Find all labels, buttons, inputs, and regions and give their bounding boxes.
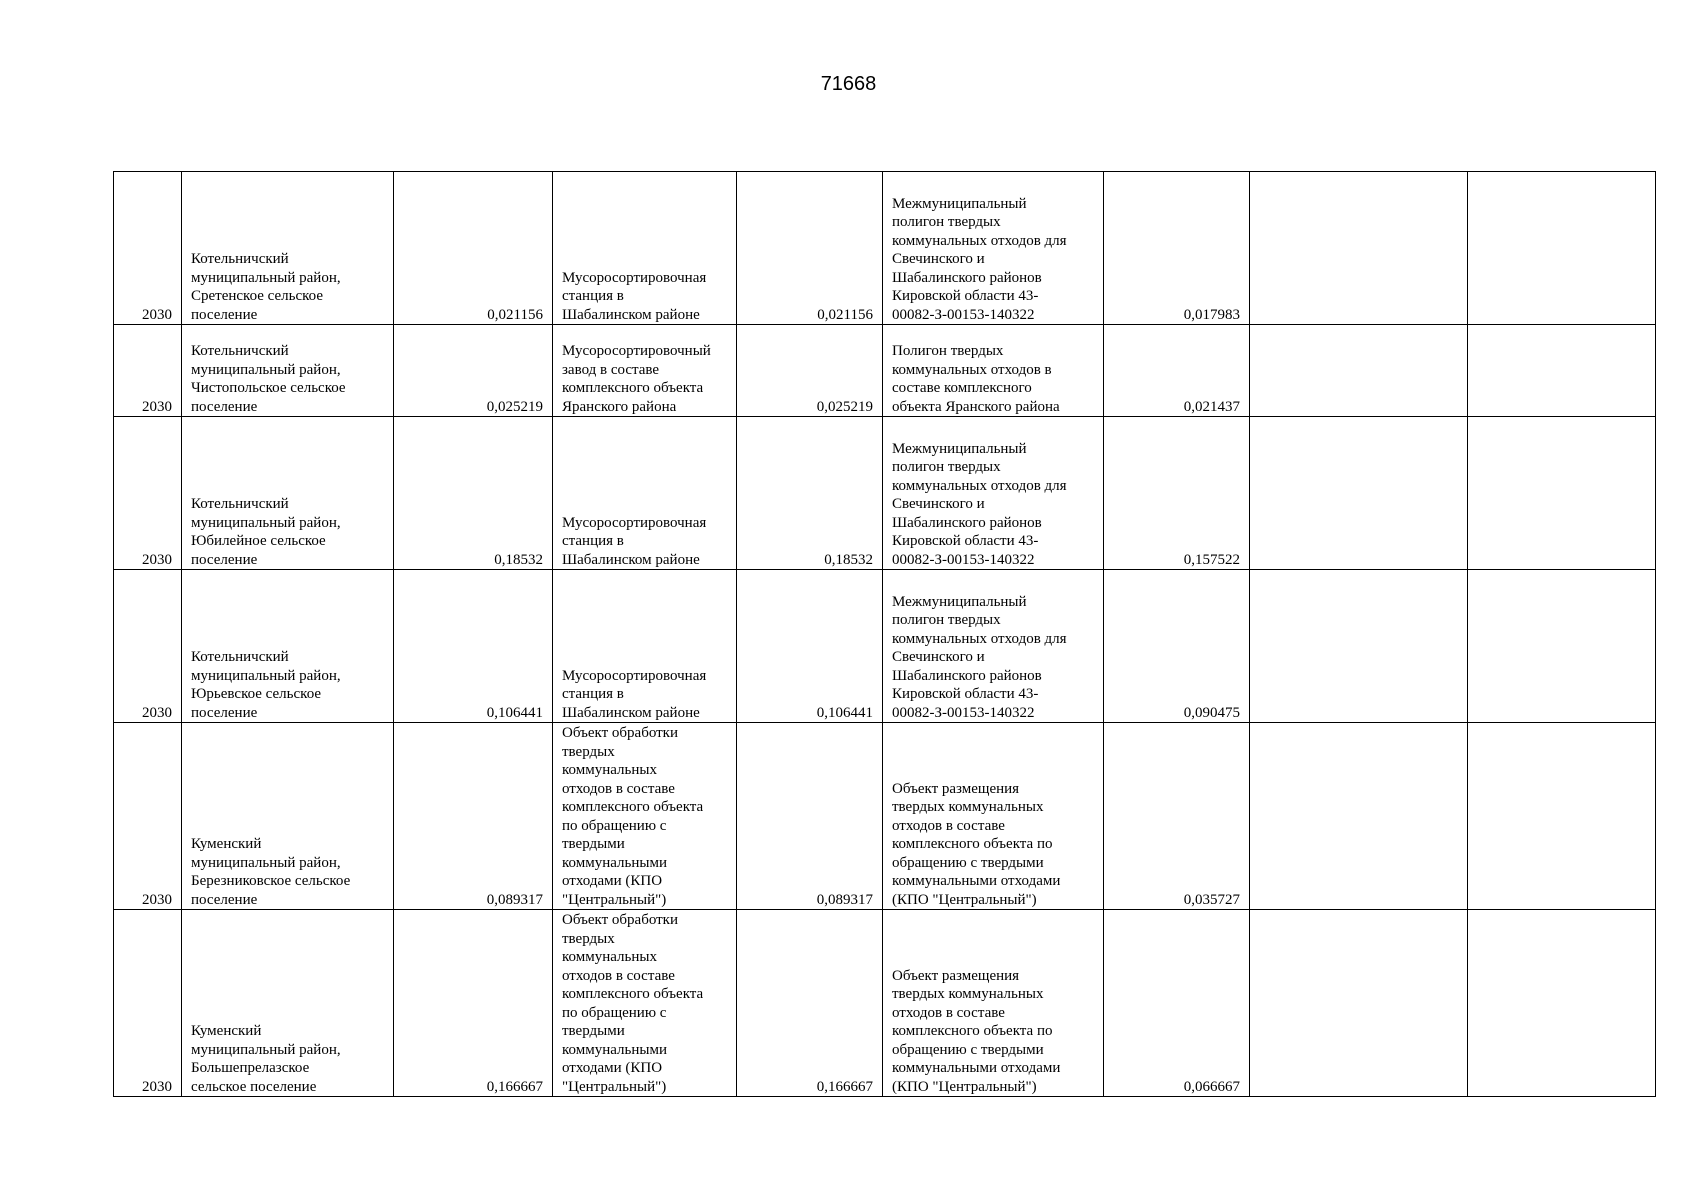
- processed-volume-cell: 0,025219: [737, 325, 883, 417]
- year-cell: 2030: [114, 325, 182, 417]
- municipality-cell: Котельничский муниципальный район, Сретенское сельское поселение: [182, 172, 394, 325]
- empty-cell: [1468, 570, 1656, 723]
- disposed-volume-cell: 0,066667: [1104, 910, 1250, 1097]
- year-cell: 2030: [114, 172, 182, 325]
- processing-facility-cell: Мусоросортировочная станция в Шабалинском районе: [553, 570, 737, 723]
- municipality-cell: Котельничский муниципальный район, Юрьевское сельское поселение: [182, 570, 394, 723]
- processed-volume-cell: 0,18532: [737, 417, 883, 570]
- processing-facility-cell: Мусоросортировочный завод в составе комплексного объекта Яранского района: [553, 325, 737, 417]
- table-row: [114, 417, 1656, 570]
- processed-volume-cell: 0,089317: [737, 723, 883, 910]
- empty-cell: [1468, 417, 1656, 570]
- empty-cell: [1250, 172, 1468, 325]
- disposal-facility-cell: Межмуниципальный полигон твердых коммунальных отходов для Свечинского и Шабалинского районов Кировской области 43- 00082-З-00153-140322: [883, 570, 1104, 723]
- processing-facility-cell: Мусоросортировочная станция в Шабалинском районе: [553, 417, 737, 570]
- year-cell: 2030: [114, 417, 182, 570]
- disposal-facility-cell: Полигон твердых коммунальных отходов в составе комплексного объекта Яранского района: [883, 325, 1104, 417]
- disposed-volume-cell: 0,017983: [1104, 172, 1250, 325]
- table-row: [114, 570, 1656, 723]
- disposal-facility-cell: Межмуниципальный полигон твердых коммунальных отходов для Свечинского и Шабалинского районов Кировской области 43- 00082-З-00153-140322: [883, 417, 1104, 570]
- volume-cell: 0,18532: [394, 417, 553, 570]
- disposed-volume-cell: 0,021437: [1104, 325, 1250, 417]
- year-cell: 2030: [114, 570, 182, 723]
- disposal-facility-cell: Объект размещения твердых коммунальных отходов в составе комплексного объекта по обращению с твердыми коммунальными отходами (КПО "Центральный"): [883, 910, 1104, 1097]
- table-row: [114, 723, 1656, 910]
- page-number: 71668: [820, 73, 877, 95]
- volume-cell: 0,166667: [394, 910, 553, 1097]
- processed-volume-cell: 0,166667: [737, 910, 883, 1097]
- volume-cell: 0,106441: [394, 570, 553, 723]
- empty-cell: [1250, 325, 1468, 417]
- empty-cell: [1250, 723, 1468, 910]
- empty-cell: [1250, 570, 1468, 723]
- empty-cell: [1468, 910, 1656, 1097]
- municipality-cell: Котельничский муниципальный район, Чистопольское сельское поселение: [182, 325, 394, 417]
- processing-facility-cell: Объект обработки твердых коммунальных отходов в составе комплексного объекта по обращению с твердыми коммунальными отходами (КПО "Центральный"): [553, 723, 737, 910]
- disposal-facility-cell: Объект размещения твердых коммунальных отходов в составе комплексного объекта по обращению с твердыми коммунальными отходами (КПО "Центральный"): [883, 723, 1104, 910]
- empty-cell: [1468, 723, 1656, 910]
- data-table: [113, 171, 1656, 1097]
- table-row: [114, 172, 1656, 325]
- volume-cell: 0,021156: [394, 172, 553, 325]
- disposal-facility-cell: Межмуниципальный полигон твердых коммунальных отходов для Свечинского и Шабалинского районов Кировской области 43- 00082-З-00153-140322: [883, 172, 1104, 325]
- municipality-cell: Куменский муниципальный район, Большепрелазское сельское поселение: [182, 910, 394, 1097]
- processing-facility-cell: Мусоросортировочная станция в Шабалинском районе: [553, 172, 737, 325]
- processed-volume-cell: 0,106441: [737, 570, 883, 723]
- municipality-cell: Котельничский муниципальный район, Юбилейное сельское поселение: [182, 417, 394, 570]
- empty-cell: [1468, 172, 1656, 325]
- empty-cell: [1250, 910, 1468, 1097]
- municipality-cell: Куменский муниципальный район, Березниковское сельское поселение: [182, 723, 394, 910]
- volume-cell: 0,089317: [394, 723, 553, 910]
- year-cell: 2030: [114, 910, 182, 1097]
- processing-facility-cell: Объект обработки твердых коммунальных отходов в составе комплексного объекта по обращению с твердыми коммунальными отходами (КПО "Центральный"): [553, 910, 737, 1097]
- disposed-volume-cell: 0,157522: [1104, 417, 1250, 570]
- empty-cell: [1468, 325, 1656, 417]
- table-row: [114, 325, 1656, 417]
- year-cell: 2030: [114, 723, 182, 910]
- disposed-volume-cell: 0,090475: [1104, 570, 1250, 723]
- disposed-volume-cell: 0,035727: [1104, 723, 1250, 910]
- table-row: [114, 910, 1656, 1097]
- empty-cell: [1250, 417, 1468, 570]
- volume-cell: 0,025219: [394, 325, 553, 417]
- processed-volume-cell: 0,021156: [737, 172, 883, 325]
